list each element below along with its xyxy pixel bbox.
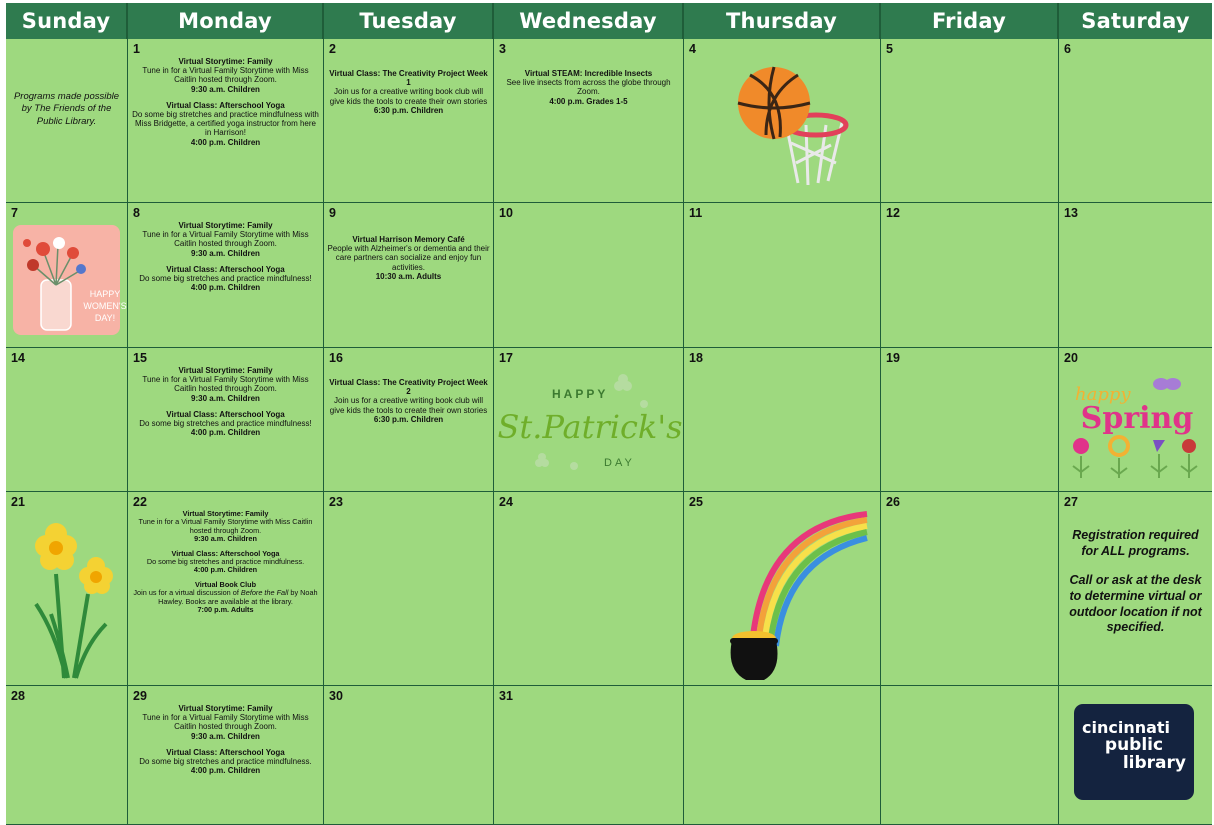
- event-yoga: [131, 410, 320, 438]
- event-memory-cafe: [327, 235, 490, 281]
- event-title: Virtual Class: Afterschool Yoga: [166, 100, 285, 110]
- day-number: 4: [689, 42, 696, 56]
- svg-text:WOMEN'S: WOMEN'S: [83, 301, 127, 311]
- event-time: 10:30 a.m. Adults: [375, 271, 442, 281]
- event-title: Virtual Storytime: Family: [178, 704, 273, 713]
- event-time: 6:30 p.m. Children: [373, 414, 444, 424]
- day-number: 14: [11, 351, 25, 365]
- day-cell-26: [881, 492, 1059, 686]
- day-cell-18: [684, 348, 881, 492]
- day-cell-blank: [881, 686, 1059, 825]
- event-desc: Tune in for a Virtual Family Storytime with Miss Caitlin hosted through Zoom.: [142, 66, 309, 85]
- event-title: Virtual Storytime: Family: [182, 509, 269, 518]
- event-desc: [131, 589, 320, 606]
- event-desc: Tune in for a Virtual Family Storytime with Miss Caitlin hosted through Zoom.: [142, 230, 309, 249]
- event-time: 7:00 p.m. Adults: [197, 604, 254, 614]
- happy-spring-graphic: [1065, 362, 1205, 482]
- day-cell-5: [881, 39, 1059, 203]
- event-yoga: [131, 265, 320, 293]
- event-title: Virtual STEAM: Incredible Insects: [524, 69, 653, 78]
- day-number: 9: [329, 206, 336, 220]
- daffodil-icon: [26, 514, 116, 682]
- event-desc: Do some big stretches and practice mindfulness with Miss Bridgette, a certified yoga instructor from here in Harrison!: [132, 109, 319, 138]
- day-cell-25: [684, 492, 881, 686]
- day-number: 29: [133, 689, 147, 703]
- event-title: Virtual Class: The Creativity Project Week 2: [329, 378, 488, 397]
- day-number: 22: [133, 495, 147, 509]
- day-cell-19: [881, 348, 1059, 492]
- event-title: Virtual Class: The Creativity Project Week 1: [329, 69, 488, 88]
- header-tuesday: Tuesday: [324, 3, 494, 39]
- event-title: Virtual Class: Afterschool Yoga: [166, 409, 285, 419]
- event-book-title: Before the Fall: [240, 588, 289, 598]
- event-desc-post: by Noah Hawley. Books are available at the library.: [158, 588, 318, 606]
- event-storytime: [131, 366, 320, 403]
- svg-text:HAPPY: HAPPY: [89, 289, 121, 299]
- day-cell-7: [6, 203, 128, 348]
- day-number: 5: [886, 42, 893, 56]
- event-desc: Do some big stretches and practice mindfulness.: [146, 556, 305, 566]
- day-cell-10: [494, 203, 684, 348]
- event-desc-pre: Join us for a virtual discussion of: [133, 588, 241, 598]
- day-cell-24: [494, 492, 684, 686]
- event-time: 4:00 p.m. Children: [190, 766, 261, 776]
- header-friday: Friday: [881, 3, 1059, 39]
- event-time: 4:00 p.m. Children: [193, 565, 258, 575]
- event-title: Virtual Storytime: Family: [178, 57, 273, 66]
- event-time: 4:00 p.m. Children: [190, 428, 261, 438]
- header-wednesday: Wednesday: [494, 3, 684, 39]
- calendar: [6, 3, 1212, 825]
- header-saturday: Saturday: [1059, 3, 1212, 39]
- day-cell-4: [684, 39, 881, 203]
- day-cell-12: [881, 203, 1059, 348]
- day-number: 28: [11, 689, 25, 703]
- day-number: 18: [689, 351, 703, 365]
- registration-note: [1065, 528, 1206, 636]
- event-creativity: [327, 378, 490, 424]
- event-yoga: [131, 748, 320, 776]
- event-title: Virtual Storytime: Family: [178, 221, 273, 230]
- spring-title: Spring: [1080, 401, 1194, 436]
- day-number: 15: [133, 351, 147, 365]
- registration-required: Registration required for ALL programs.: [1072, 528, 1199, 558]
- day-cell-3: [494, 39, 684, 203]
- butterfly-icon: [1153, 378, 1181, 390]
- event-title: Virtual Book Club: [194, 579, 257, 589]
- st-patricks-day-graphic: [497, 366, 683, 476]
- day-cell-29: [128, 686, 324, 825]
- svg-text:DAY!: DAY!: [94, 313, 116, 323]
- day-number: 1: [133, 42, 140, 56]
- rainbow-pot-of-gold-icon: [722, 506, 872, 682]
- event-desc: Tune in for a Virtual Family Storytime with Miss Caitlin hosted through Zoom.: [138, 517, 313, 535]
- library-logo: [1074, 704, 1194, 800]
- event-storytime: [131, 704, 320, 741]
- event-desc: Do some big stretches and practice mindfulness.: [139, 756, 312, 766]
- day-cell-6: [1059, 39, 1212, 203]
- day-number: 25: [689, 495, 703, 509]
- spring-happy: happy: [1075, 384, 1131, 405]
- day-cell-1: [128, 39, 324, 203]
- event-desc: See live insects from across the globe through Zoom.: [506, 78, 671, 97]
- weekday-header-row: [6, 3, 1212, 39]
- day-number: 13: [1064, 206, 1078, 220]
- event-desc: People with Alzheimer's or dementia and their care partners can socialize and enjoy fun activities.: [327, 244, 490, 272]
- event-yoga: [131, 550, 320, 575]
- day-number: 3: [499, 42, 506, 56]
- basketball-hoop-icon: [736, 53, 856, 193]
- event-desc: Join us for a creative writing book club will give kids the tools to create their own stories: [329, 396, 488, 415]
- event-yoga: [131, 101, 320, 147]
- day-cell-8: [128, 203, 324, 348]
- event-time: 4:00 p.m. Children: [190, 137, 261, 147]
- event-time: 6:30 p.m. Children: [373, 105, 444, 115]
- event-title: Virtual Class: Afterschool Yoga: [166, 747, 285, 757]
- event-title: Virtual Harrison Memory Café: [352, 235, 465, 244]
- day-number: 24: [499, 495, 513, 509]
- event-time: 9:30 a.m. Children: [191, 84, 260, 94]
- day-cell-2: [324, 39, 494, 203]
- header-thursday: Thursday: [684, 3, 881, 39]
- event-title: Virtual Storytime: Family: [178, 366, 273, 375]
- event-time: 4:00 p.m. Grades 1-5: [549, 96, 628, 106]
- day-number: 30: [329, 689, 343, 703]
- day-cell-15: [128, 348, 324, 492]
- st-patricks-happy: HAPPY: [552, 387, 609, 401]
- location-info: Call or ask at the desk to determine virtual or outdoor location if not specified.: [1069, 573, 1202, 635]
- event-desc: Tune in for a Virtual Family Storytime with Miss Caitlin hosted through Zoom.: [142, 375, 309, 394]
- logo-line-3: library: [1122, 752, 1186, 773]
- day-cell-17: [494, 348, 684, 492]
- st-patricks-title: St.Patrick's: [497, 408, 683, 446]
- day-number: 8: [133, 206, 140, 220]
- day-cell-logo: [1059, 686, 1212, 825]
- friends-note: Programs made possible by The Friends of the Public Library.: [13, 91, 120, 127]
- day-cell-11: [684, 203, 881, 348]
- day-cell-blank: [6, 39, 128, 203]
- header-monday: Monday: [128, 3, 324, 39]
- day-number: 20: [1064, 351, 1078, 365]
- flowers-icon: [1073, 437, 1197, 478]
- event-time: 9:30 a.m. Children: [191, 393, 260, 403]
- day-number: 6: [1064, 42, 1071, 56]
- day-number: 12: [886, 206, 900, 220]
- event-desc: Do some big stretches and practice mindfulness!: [139, 273, 312, 283]
- day-cell-16: [324, 348, 494, 492]
- day-cell-31: [494, 686, 684, 825]
- event-steam: [497, 69, 680, 106]
- day-number: 31: [499, 689, 513, 703]
- day-cell-blank: [684, 686, 881, 825]
- day-number: 23: [329, 495, 343, 509]
- event-time: 4:00 p.m. Children: [190, 283, 261, 293]
- event-storytime: [131, 510, 320, 544]
- calendar-grid: [6, 39, 1212, 825]
- header-sunday: Sunday: [6, 3, 128, 39]
- womens-day-card: [13, 225, 127, 335]
- day-number: 27: [1064, 495, 1078, 509]
- day-cell-27: [1059, 492, 1212, 686]
- day-number: 19: [886, 351, 900, 365]
- day-cell-20: [1059, 348, 1212, 492]
- day-number: 10: [499, 206, 513, 220]
- day-cell-13: [1059, 203, 1212, 348]
- day-cell-30: [324, 686, 494, 825]
- day-cell-21: [6, 492, 128, 686]
- day-cell-22: [128, 492, 324, 686]
- event-time: 9:30 a.m. Children: [194, 534, 257, 544]
- event-time: 9:30 a.m. Children: [191, 248, 260, 258]
- event-storytime: [131, 57, 320, 94]
- event-storytime: [131, 221, 320, 258]
- logo-line-2: public: [1104, 734, 1164, 755]
- day-number: 21: [11, 495, 25, 509]
- event-time: 9:30 a.m. Children: [191, 731, 260, 741]
- day-number: 11: [689, 206, 703, 220]
- event-creativity: [327, 69, 490, 115]
- event-book-club: [131, 581, 320, 615]
- logo-line-1: cincinnati: [1082, 718, 1171, 737]
- event-title: Virtual Class: Afterschool Yoga: [166, 264, 285, 274]
- flower-vase-icon: [13, 225, 127, 335]
- day-number: 26: [886, 495, 900, 509]
- event-title: Virtual Class: Afterschool Yoga: [171, 548, 280, 558]
- day-number: 17: [499, 351, 513, 365]
- event-desc: Do some big stretches and practice mindfulness!: [139, 418, 312, 428]
- day-number: 16: [329, 351, 343, 365]
- day-cell-14: [6, 348, 128, 492]
- event-desc: Join us for a creative writing book club will give kids the tools to create their own stories: [329, 87, 488, 106]
- day-cell-9: [324, 203, 494, 348]
- day-number: 7: [11, 206, 18, 220]
- day-cell-23: [324, 492, 494, 686]
- day-number: 2: [329, 42, 336, 56]
- st-patricks-day: DAY: [604, 457, 635, 469]
- event-desc: Tune in for a Virtual Family Storytime with Miss Caitlin hosted through Zoom.: [142, 713, 309, 732]
- day-cell-28: [6, 686, 128, 825]
